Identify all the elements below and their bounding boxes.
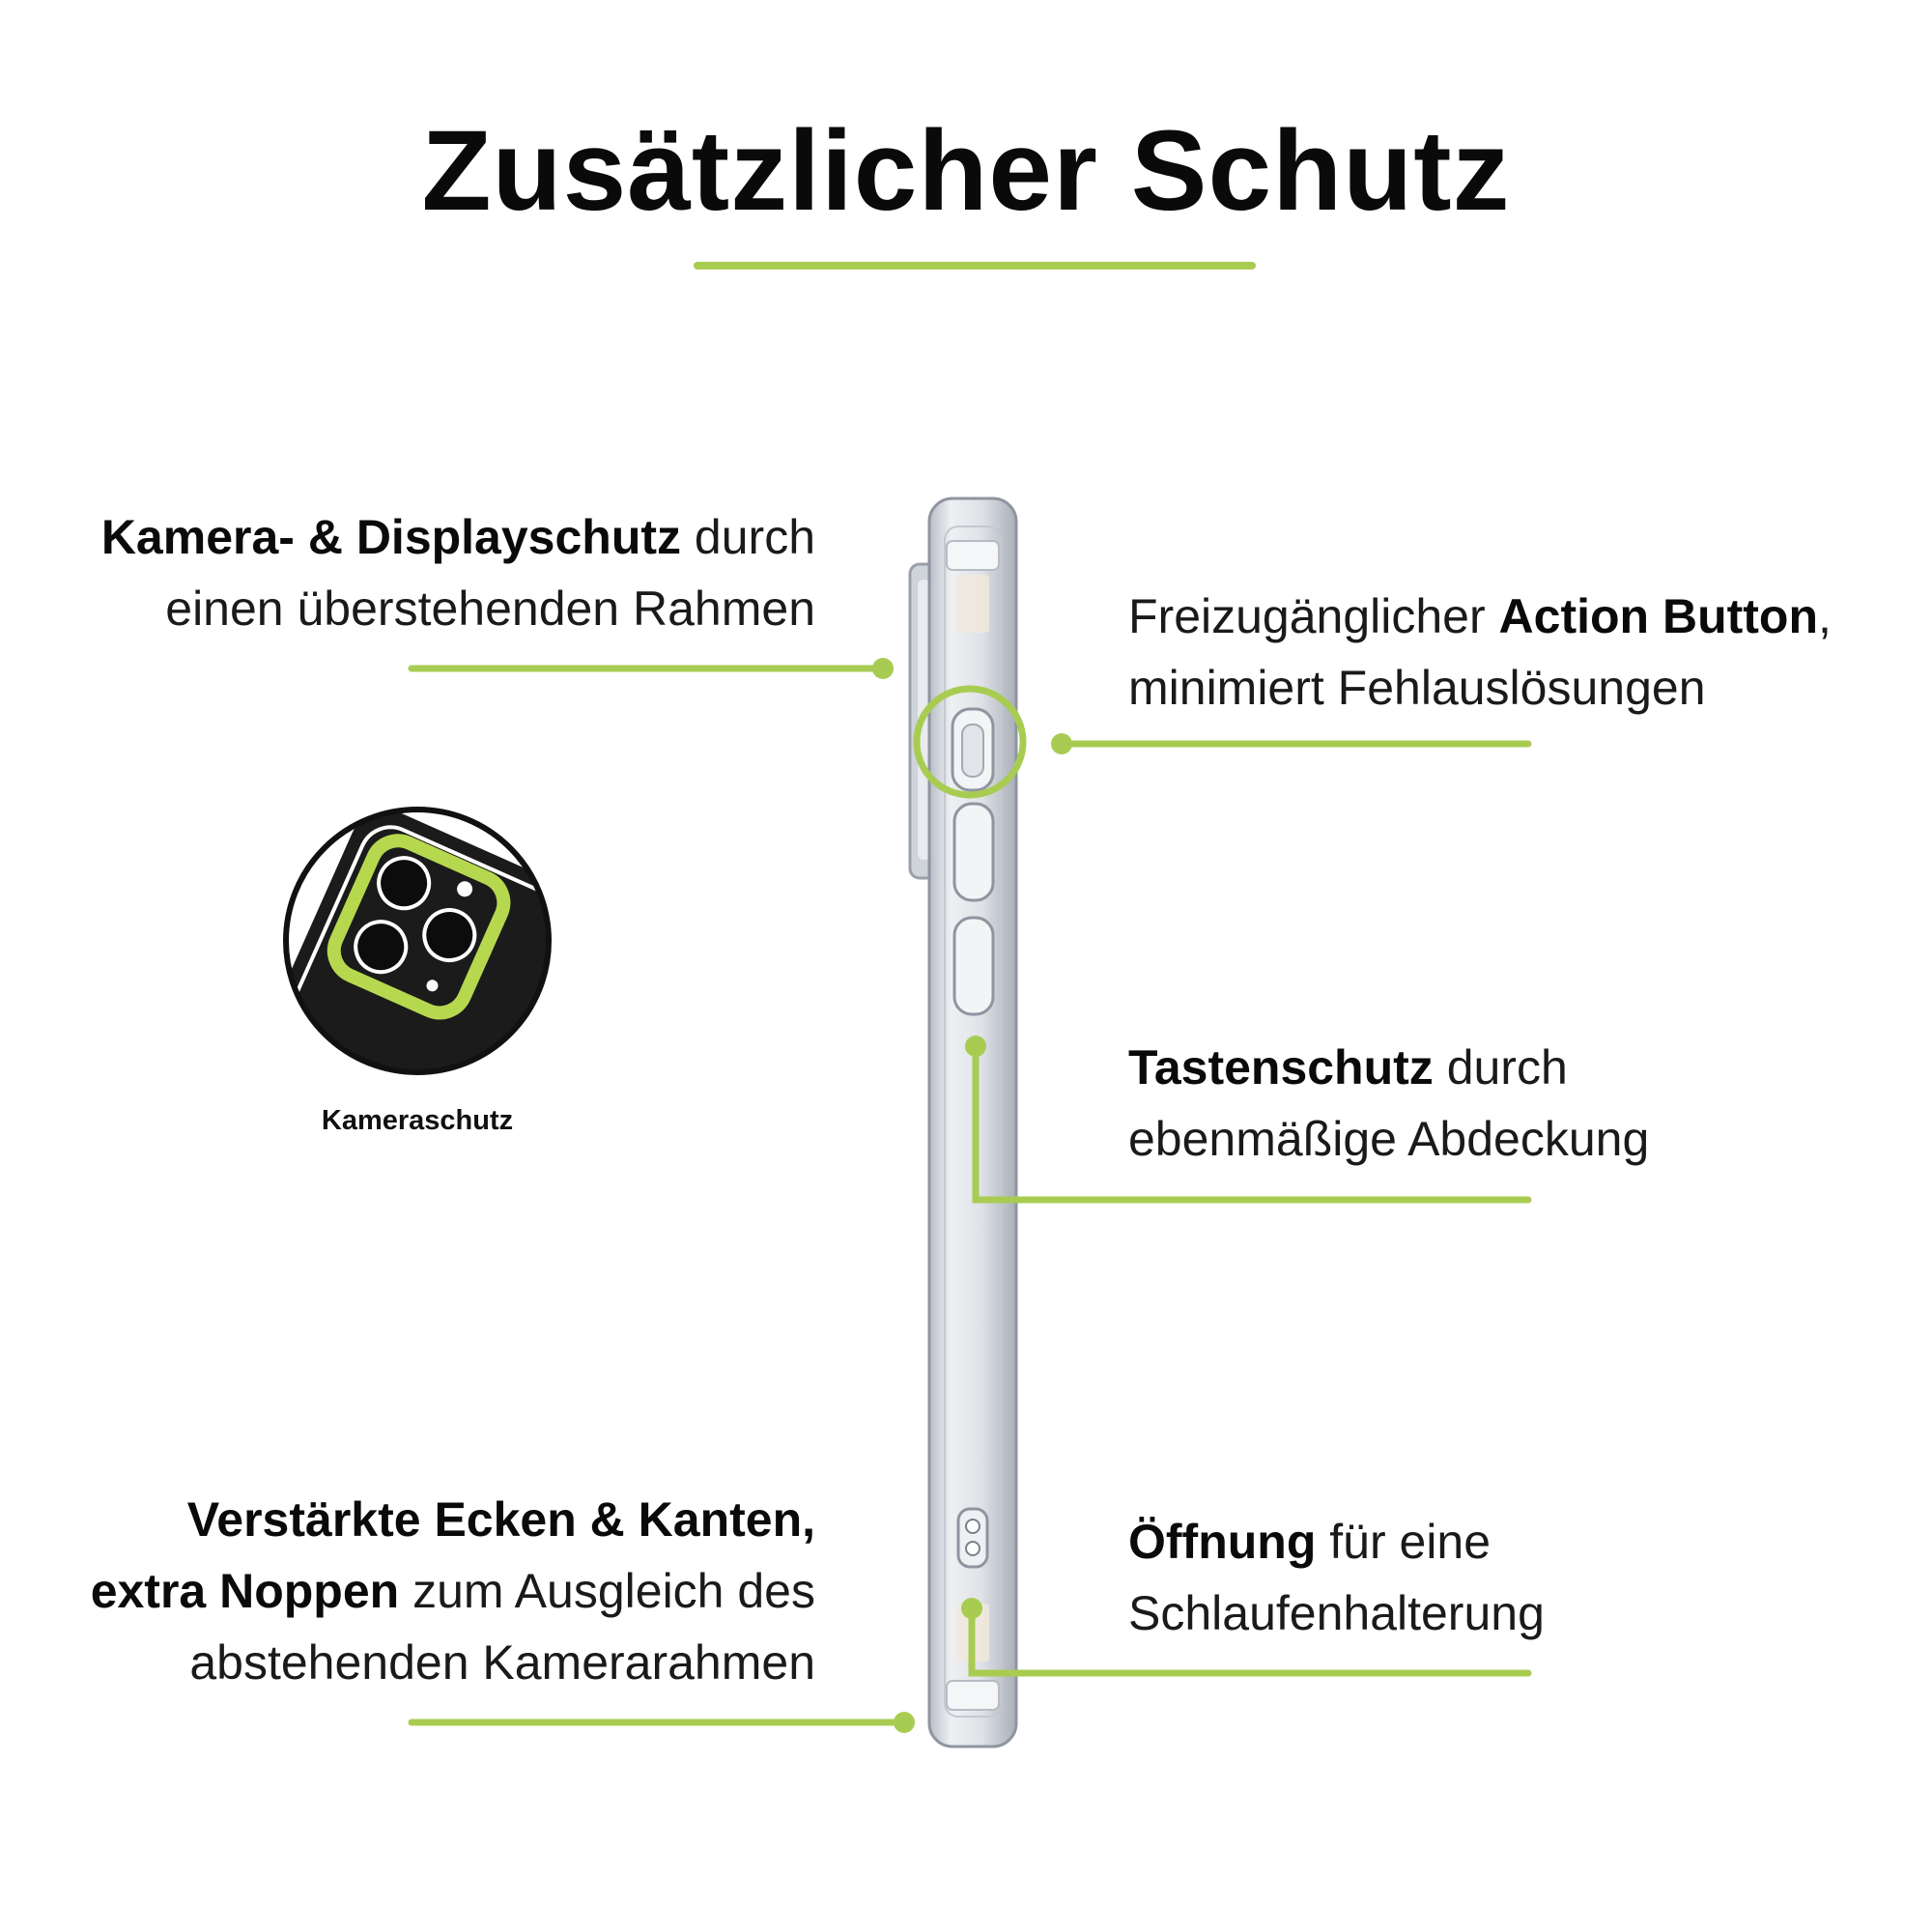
- callout-buttons-line1: [1128, 1032, 1901, 1103]
- callout-camera-line1: [97, 501, 815, 573]
- callout-camera-bold: Kamera- & Displayschutz: [100, 510, 682, 564]
- callout-camera-rest: durch: [681, 510, 815, 564]
- callout-corners-bold2: extra Noppen: [90, 1564, 400, 1618]
- callout-corners-line2: [58, 1555, 815, 1627]
- callout-reinforced-corners: [58, 1484, 815, 1698]
- callout-camera-display: [97, 501, 815, 644]
- callout-action-post: ,: [1818, 589, 1832, 643]
- callout-action-bold: Action Button: [1498, 589, 1818, 643]
- callout-buttons-rest: durch: [1433, 1040, 1568, 1094]
- callout-action-button: [1128, 581, 1901, 724]
- callout-corners-rest: zum Ausgleich des: [399, 1564, 815, 1618]
- callout-loop-rest: für eine: [1316, 1515, 1492, 1569]
- page-title: Zusätzlicher Schutz: [421, 107, 1511, 235]
- callout-loop-line1: [1128, 1506, 1901, 1577]
- callout-corners-line1: [58, 1484, 815, 1555]
- callout-loop-line2: Schlaufenhalterung: [1128, 1586, 1545, 1640]
- callout-action-line1: [1128, 581, 1901, 652]
- callout-corners-bold1: Verstärkte Ecken & Kanten,: [186, 1492, 815, 1547]
- callout-buttons-line2: ebenmäßige Abdeckung: [1128, 1112, 1650, 1166]
- callout-camera-line2: einen überstehenden Rahmen: [165, 582, 815, 636]
- callout-corners-line3: abstehenden Kamerarahmen: [189, 1635, 815, 1690]
- callout-action-pre: Freizugänglicher: [1128, 589, 1499, 643]
- callout-lanyard-opening: [1128, 1506, 1901, 1649]
- callout-action-line2: minimiert Fehlauslösungen: [1128, 661, 1706, 715]
- callout-buttons-bold: Tastenschutz: [1128, 1040, 1434, 1094]
- camera-protection-icon: [238, 798, 632, 1207]
- callout-loop-bold: Öffnung: [1128, 1515, 1317, 1569]
- callout-button-protection: [1128, 1032, 1901, 1175]
- inset-caption: Kameraschutz: [321, 1105, 514, 1136]
